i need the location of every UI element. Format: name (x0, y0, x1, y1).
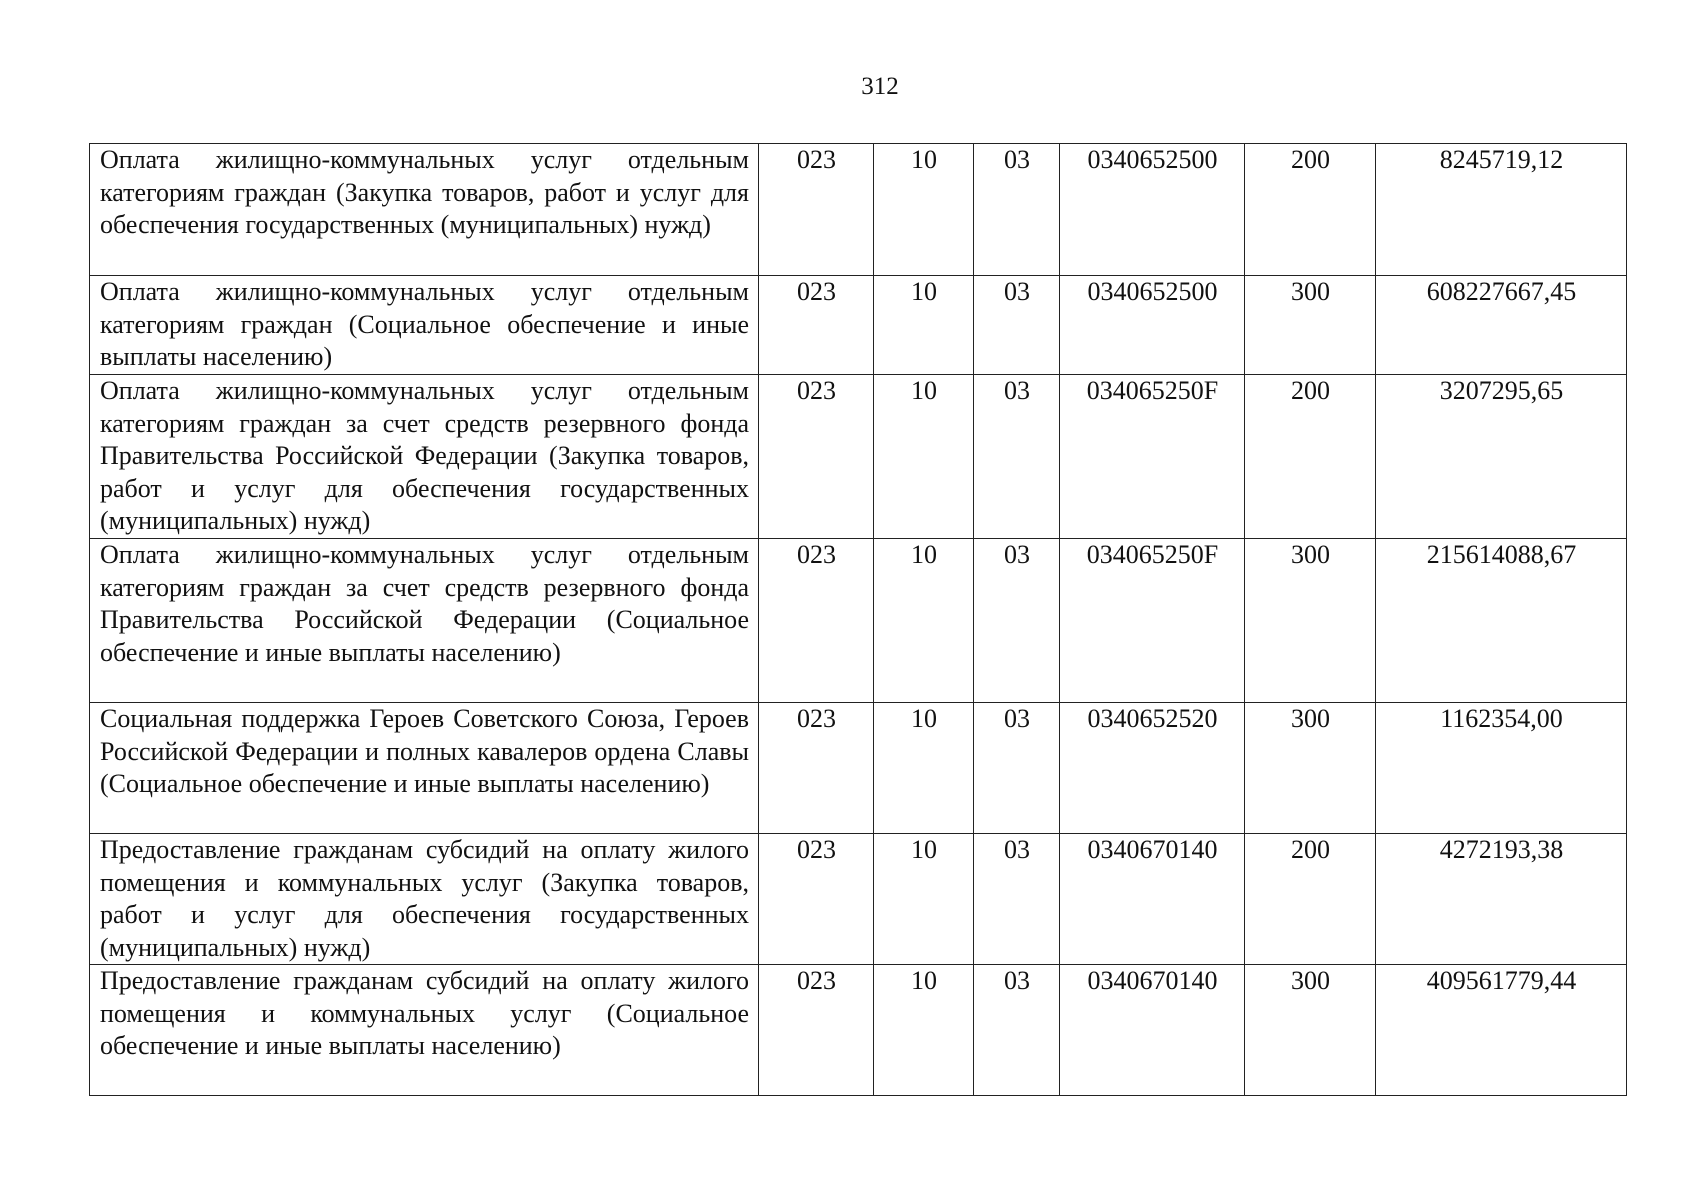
section-code: 10 (874, 276, 974, 375)
row-description: Оплата жилищно-коммунальных услуг отдельным категориям граждан за счет средств резервного фонда Правительства Российской Федерации (Закупка товаров, работ и услуг для обеспечения государственных (муниципальных) нужд) (90, 375, 759, 539)
target-article-code: 0340670140 (1060, 965, 1245, 1096)
table-row (90, 703, 1627, 834)
page-number: 312 (861, 73, 899, 100)
expense-type-code: 200 (1245, 375, 1376, 539)
subsection-code: 03 (974, 144, 1060, 276)
ministry-code: 023 (759, 703, 874, 834)
amount-value: 4272193,38 (1376, 834, 1627, 965)
section-code: 10 (874, 965, 974, 1096)
target-article-code: 034065250F (1060, 375, 1245, 539)
subsection-code: 03 (974, 965, 1060, 1096)
amount-value: 8245719,12 (1376, 144, 1627, 276)
expense-type-code: 200 (1245, 834, 1376, 965)
subsection-code: 03 (974, 539, 1060, 703)
table-row (90, 144, 1627, 276)
budget-table (89, 143, 1627, 1096)
table-row (90, 375, 1627, 539)
section-code: 10 (874, 703, 974, 834)
target-article-code: 0340652520 (1060, 703, 1245, 834)
amount-value: 1162354,00 (1376, 703, 1627, 834)
row-description: Предоставление гражданам субсидий на оплату жилого помещения и коммунальных услуг (Закупка товаров, работ и услуг для обеспечения государственных (муниципальных) нужд) (90, 834, 759, 965)
table-row (90, 539, 1627, 703)
table-row (90, 276, 1627, 375)
target-article-code: 0340652500 (1060, 144, 1245, 276)
table-row (90, 965, 1627, 1096)
target-article-code: 0340652500 (1060, 276, 1245, 375)
expense-type-code: 300 (1245, 539, 1376, 703)
ministry-code: 023 (759, 375, 874, 539)
section-code: 10 (874, 375, 974, 539)
expense-type-code: 300 (1245, 276, 1376, 375)
subsection-code: 03 (974, 703, 1060, 834)
expense-type-code: 300 (1245, 965, 1376, 1096)
ministry-code: 023 (759, 276, 874, 375)
subsection-code: 03 (974, 276, 1060, 375)
row-description: Оплата жилищно-коммунальных услуг отдельным категориям граждан за счет средств резервного фонда Правительства Российской Федерации (Социальное обеспечение и иные выплаты населению) (90, 539, 759, 703)
target-article-code: 0340670140 (1060, 834, 1245, 965)
row-description: Предоставление гражданам субсидий на оплату жилого помещения и коммунальных услуг (Социальное обеспечение и иные выплаты населению) (90, 965, 759, 1096)
section-code: 10 (874, 539, 974, 703)
ministry-code: 023 (759, 965, 874, 1096)
row-description: Оплата жилищно-коммунальных услуг отдельным категориям граждан (Социальное обеспечение и иные выплаты населению) (90, 276, 759, 375)
amount-value: 215614088,67 (1376, 539, 1627, 703)
row-description: Социальная поддержка Героев Советского Союза, Героев Российской Федерации и полных кавалеров ордена Славы (Социальное обеспечение и иные выплаты населению) (90, 703, 759, 834)
target-article-code: 034065250F (1060, 539, 1245, 703)
section-code: 10 (874, 144, 974, 276)
ministry-code: 023 (759, 144, 874, 276)
ministry-code: 023 (759, 834, 874, 965)
amount-value: 608227667,45 (1376, 276, 1627, 375)
table-row (90, 834, 1627, 965)
subsection-code: 03 (974, 375, 1060, 539)
ministry-code: 023 (759, 539, 874, 703)
subsection-code: 03 (974, 834, 1060, 965)
amount-value: 3207295,65 (1376, 375, 1627, 539)
amount-value: 409561779,44 (1376, 965, 1627, 1096)
expense-type-code: 200 (1245, 144, 1376, 276)
expense-type-code: 300 (1245, 703, 1376, 834)
section-code: 10 (874, 834, 974, 965)
row-description: Оплата жилищно-коммунальных услуг отдельным категориям граждан (Закупка товаров, работ и услуг для обеспечения государственных (муниципальных) нужд) (90, 144, 759, 276)
